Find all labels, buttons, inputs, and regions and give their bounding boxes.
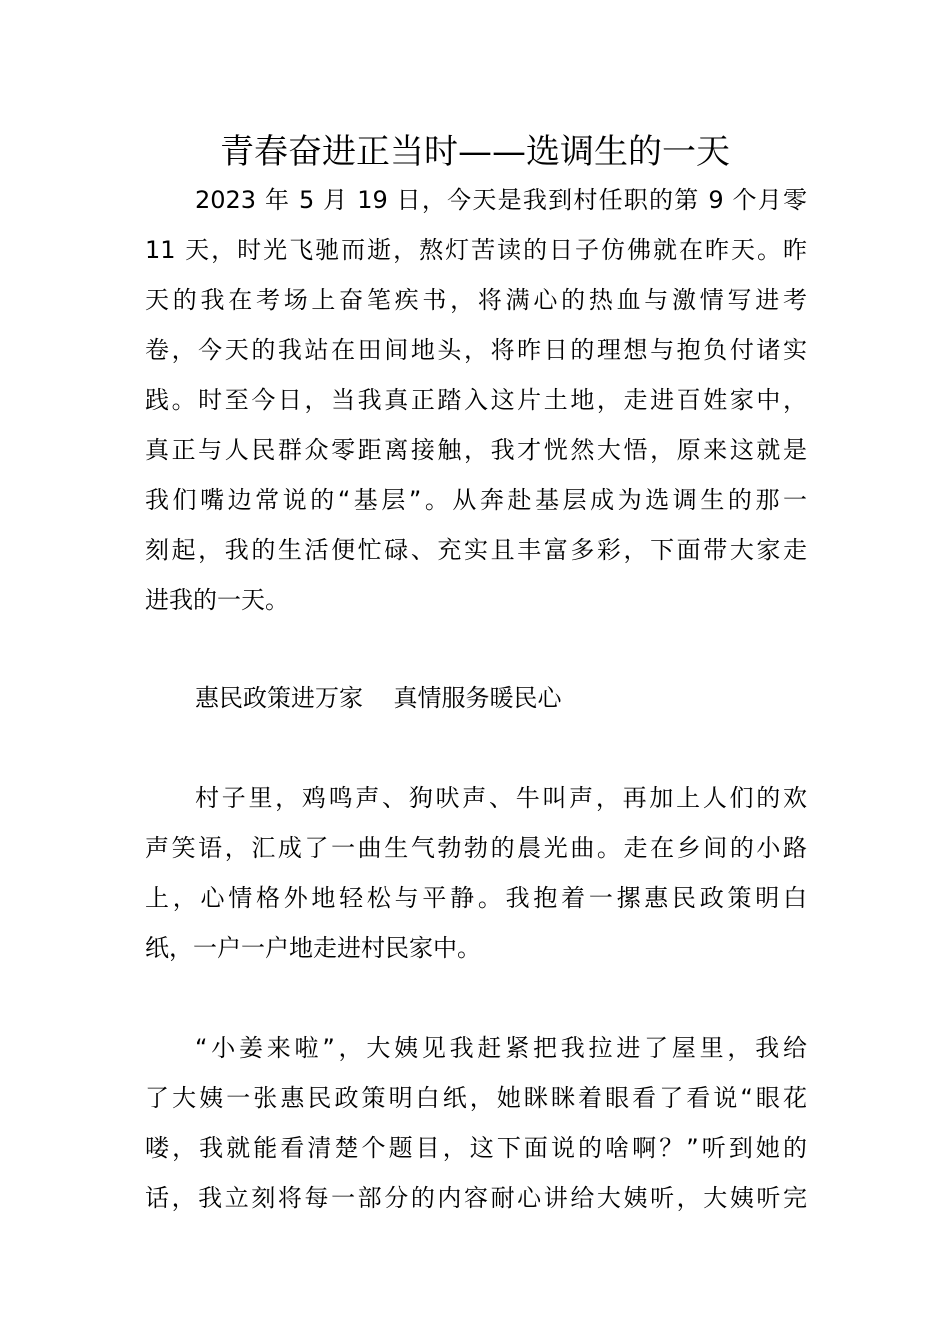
paragraph-village bbox=[145, 773, 807, 973]
paragraph-line: 我们嘴边常说的“基层”。从奔赴基层成为选调生的那一 bbox=[145, 486, 807, 514]
paragraph-line: 纸，一户一户地走进村民家中。 bbox=[145, 934, 481, 962]
paragraph-line: 11 天，时光飞驰而逝，熬灯苦读的日子仿佛就在昨天。昨 bbox=[145, 236, 807, 264]
paragraph-line: 天的我在考场上奋笔疾书，将满心的热血与激情写进考 bbox=[145, 286, 807, 314]
document-title: 青春奋进正当时——选调生的一天 bbox=[220, 132, 730, 172]
paragraph-line: 上，心情格外地轻松与平静。我抱着一摞惠民政策明白 bbox=[145, 884, 807, 912]
paragraph-line: 2023 年 5 月 19 日，今天是我到村任职的第 9 个月零 bbox=[195, 186, 807, 214]
paragraph-line: 喽，我就能看清楚个题目，这下面说的啥啊？”听到她的 bbox=[145, 1134, 807, 1162]
paragraph-intro bbox=[145, 175, 807, 625]
section-heading: 惠民政策进万家 真情服务暖民心 bbox=[195, 684, 562, 712]
paragraph-line: 卷，今天的我站在田间地头，将昨日的理想与抱负付诸实 bbox=[145, 336, 807, 364]
paragraph-line: 进我的一天。 bbox=[145, 586, 289, 614]
paragraph-visit bbox=[145, 1023, 807, 1223]
paragraph-line: 了大姨一张惠民政策明白纸，她眯眯着眼看了看说“眼花 bbox=[145, 1084, 807, 1112]
paragraph-line: 践。时至今日，当我真正踏入这片土地，走进百姓家中， bbox=[145, 386, 807, 414]
paragraph-line: 刻起，我的生活便忙碌、充实且丰富多彩，下面带大家走 bbox=[145, 536, 807, 564]
paragraph-line: 话，我立刻将每一部分的内容耐心讲给大姨听，大姨听完 bbox=[145, 1184, 807, 1212]
paragraph-line: 声笑语，汇成了一曲生气勃勃的晨光曲。走在乡间的小路 bbox=[145, 834, 807, 862]
paragraph-line: 村子里，鸡鸣声、狗吠声、牛叫声，再加上人们的欢 bbox=[195, 784, 807, 812]
paragraph-line: “小姜来啦”，大姨见我赶紧把我拉进了屋里，我给 bbox=[195, 1034, 807, 1062]
paragraph-line: 真正与人民群众零距离接触，我才恍然大悟，原来这就是 bbox=[145, 436, 807, 464]
